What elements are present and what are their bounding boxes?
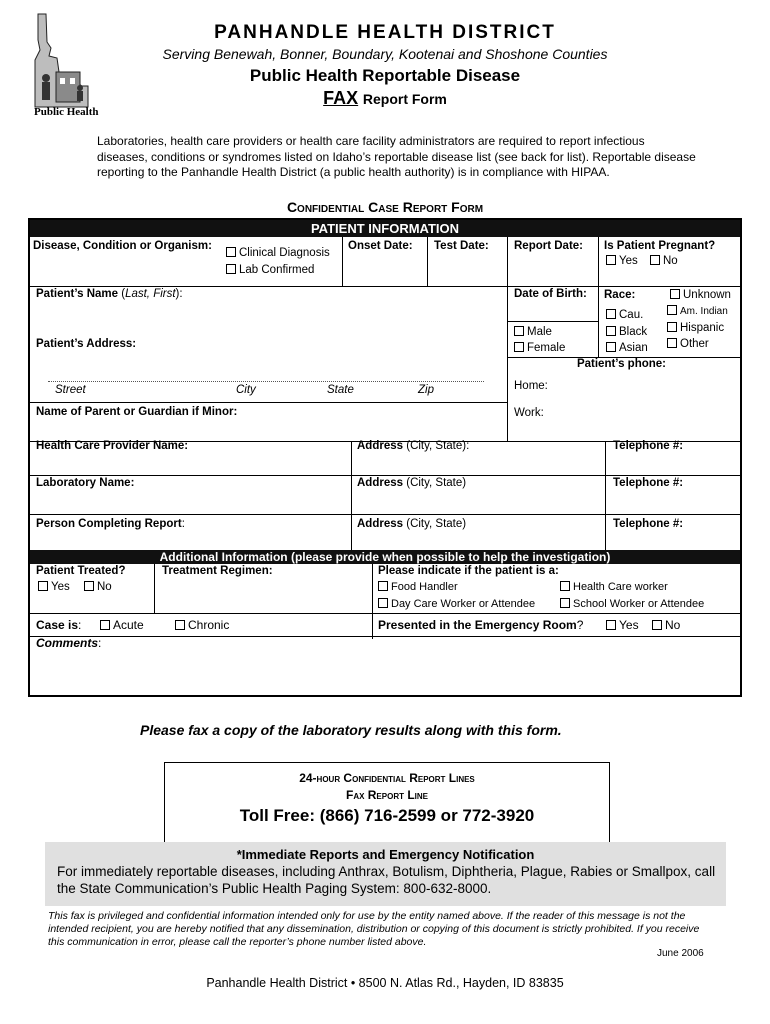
school-worker-option[interactable]: School Worker or Attendee	[560, 597, 704, 611]
race-cau-option[interactable]: Cau.	[606, 308, 643, 322]
lab-address-label: Address (City, State)	[357, 477, 467, 489]
chronic-option[interactable]: Chronic	[175, 618, 229, 632]
hotline-title: 24-hour Confidential Report Lines	[299, 771, 475, 785]
school-worker-checkbox[interactable]	[560, 598, 570, 608]
treatment-regimen-label: Treatment Regimen:	[162, 565, 273, 577]
laboratory-name-label: Laboratory Name:	[36, 477, 135, 489]
confidentiality-disclaimer: This fax is privileged and confidential information intended only for use by the entity named above. If the reader of this message is not the intended recipient, you are hereby notified that any dissemination, distribution or copying of this document is strictly prohibited. If you receive this communication in error, please call the reporter’s phone number listed above.	[48, 910, 700, 948]
case-is-label: Case is:	[36, 618, 82, 632]
health-care-worker-checkbox[interactable]	[560, 581, 570, 591]
pregnant-label: Is Patient Pregnant?	[604, 240, 716, 252]
org-title: PANHANDLE HEALTH DISTRICT	[214, 22, 556, 43]
patient-treated-label: Patient Treated?	[36, 565, 126, 577]
treated-yes-checkbox[interactable]	[38, 581, 48, 591]
lab-telephone-label: Telephone #:	[613, 477, 684, 489]
race-amindian-option[interactable]: Am. Indian	[667, 305, 728, 319]
dob-label: Date of Birth:	[514, 288, 587, 300]
pregnant-no-option[interactable]: No	[650, 254, 678, 268]
test-date-label: Test Date:	[434, 240, 489, 252]
provider-name-label: Health Care Provider Name:	[36, 440, 189, 452]
guardian-label: Name of Parent or Guardian if Minor:	[36, 406, 238, 418]
state-label: State	[327, 384, 354, 396]
race-unknown-checkbox[interactable]	[670, 289, 680, 299]
race-unknown-option[interactable]: Unknown	[670, 288, 731, 302]
treated-no-checkbox[interactable]	[84, 581, 94, 591]
patient-name-label: Patient’s Name (Last, First):	[36, 288, 183, 300]
intro-paragraph: Laboratories, health care providers or health care facility administrators are required to report infectious diseases, conditions or syndromes listed on Idaho’s reportable disease list (see back for list). Reportable disease reporting to the Panhandle Health District (a public health authority) is in compliance with HIPAA.	[97, 134, 696, 179]
report-form-word: Report Form	[362, 91, 447, 107]
counties-subtitle: Serving Benewah, Bonner, Boundary, Kootenai and Shoshone Counties	[162, 46, 608, 62]
pregnant-yes-checkbox[interactable]	[606, 255, 616, 265]
street-label: Street	[55, 384, 86, 396]
person-completing-label: Person Completing Report:	[36, 518, 185, 530]
race-amindian-checkbox[interactable]	[667, 305, 677, 315]
chronic-checkbox[interactable]	[175, 620, 185, 630]
emergency-notice	[45, 842, 726, 906]
health-care-worker-option[interactable]: Health Care worker	[560, 580, 668, 594]
race-hispanic-checkbox[interactable]	[667, 322, 677, 332]
disease-label: Disease, Condition or Organism:	[33, 240, 212, 252]
race-other-checkbox[interactable]	[667, 338, 677, 348]
race-other-option[interactable]: Other	[667, 337, 709, 351]
pregnant-no-checkbox[interactable]	[650, 255, 660, 265]
person-address-label: Address (City, State)	[357, 518, 467, 530]
fax-report-line-title: Fax Report Line	[345, 788, 428, 802]
clinical-diagnosis-option[interactable]: Clinical Diagnosis	[226, 246, 330, 260]
fax-lab-results-note: Please fax a copy of the laboratory results along with this form.	[140, 722, 562, 738]
fax-report-form-title	[0, 88, 770, 109]
race-label: Race:	[604, 289, 636, 301]
city-label: City	[236, 384, 256, 396]
race-black-checkbox[interactable]	[606, 326, 616, 336]
case-report-form	[28, 218, 742, 697]
work-phone-label: Work:	[514, 407, 544, 419]
patient-address-label: Patient’s Address:	[36, 338, 137, 350]
day-care-checkbox[interactable]	[378, 598, 388, 608]
er-yes-checkbox[interactable]	[606, 620, 616, 630]
clinical-diagnosis-checkbox[interactable]	[226, 247, 236, 257]
home-phone-label: Home:	[514, 380, 548, 392]
provider-address-label: Address (City, State):	[357, 440, 470, 452]
female-option[interactable]: Female	[514, 341, 565, 355]
male-option[interactable]: Male	[514, 325, 552, 339]
logo-text: Public Health	[34, 106, 99, 118]
race-asian-option[interactable]: Asian	[606, 341, 648, 355]
form-title: Public Health Reportable Disease	[249, 66, 521, 85]
footer-address: Panhandle Health District • 8500 N. Atlas Rd., Hayden, ID 83835	[206, 976, 564, 990]
lab-confirmed-option[interactable]: Lab Confirmed	[226, 263, 314, 277]
fax-word: FAX	[323, 88, 359, 108]
acute-checkbox[interactable]	[100, 620, 110, 630]
onset-date-label: Onset Date:	[348, 240, 413, 252]
male-checkbox[interactable]	[514, 326, 524, 336]
female-checkbox[interactable]	[514, 342, 524, 352]
race-cau-checkbox[interactable]	[606, 309, 616, 319]
er-no-checkbox[interactable]	[652, 620, 662, 630]
acute-option[interactable]: Acute	[100, 618, 144, 632]
day-care-option[interactable]: Day Care Worker or Attendee	[378, 597, 535, 611]
pregnant-yes-option[interactable]: Yes	[606, 254, 638, 268]
er-label: Presented in the Emergency Room?	[378, 618, 584, 632]
lab-confirmed-checkbox[interactable]	[226, 264, 236, 274]
food-handler-option[interactable]: Food Handler	[378, 580, 458, 594]
comments-label: Comments:	[36, 636, 102, 650]
er-no-option[interactable]: No	[652, 618, 680, 632]
report-date-label: Report Date:	[514, 240, 584, 252]
treated-no-option[interactable]: No	[84, 580, 112, 594]
patient-info-bar: PATIENT INFORMATION	[30, 220, 740, 237]
emergency-notice-text: For immediately reportable diseases, including Anthrax, Botulism, Diphtheria, Plague, Rabies or Smallpox, call the State Communication’s Public Health Paging System: 800-632-8000.	[57, 864, 716, 896]
race-black-option[interactable]: Black	[606, 325, 647, 339]
race-hispanic-option[interactable]: Hispanic	[667, 321, 724, 335]
additional-info-bar: Additional Information (please provide when possible to help the investigation)	[30, 550, 740, 564]
emergency-notice-title: *Immediate Reports and Emergency Notification	[236, 847, 535, 862]
treated-yes-option[interactable]: Yes	[38, 580, 70, 594]
provider-telephone-label: Telephone #:	[613, 440, 684, 452]
zip-label: Zip	[418, 384, 434, 396]
race-asian-checkbox[interactable]	[606, 342, 616, 352]
confidential-title: Confidential Case Report Form	[286, 199, 484, 215]
person-telephone-label: Telephone #:	[613, 518, 684, 530]
form-date: June 2006	[657, 948, 704, 959]
indicate-label: Please indicate if the patient is a:	[378, 565, 559, 577]
patient-phone-label: Patient’s phone:	[576, 358, 666, 370]
toll-free-number: Toll Free: (866) 716-2599 or 772-3920	[239, 806, 535, 825]
food-handler-checkbox[interactable]	[378, 581, 388, 591]
er-yes-option[interactable]: Yes	[606, 618, 639, 632]
hotline-box	[164, 762, 610, 846]
